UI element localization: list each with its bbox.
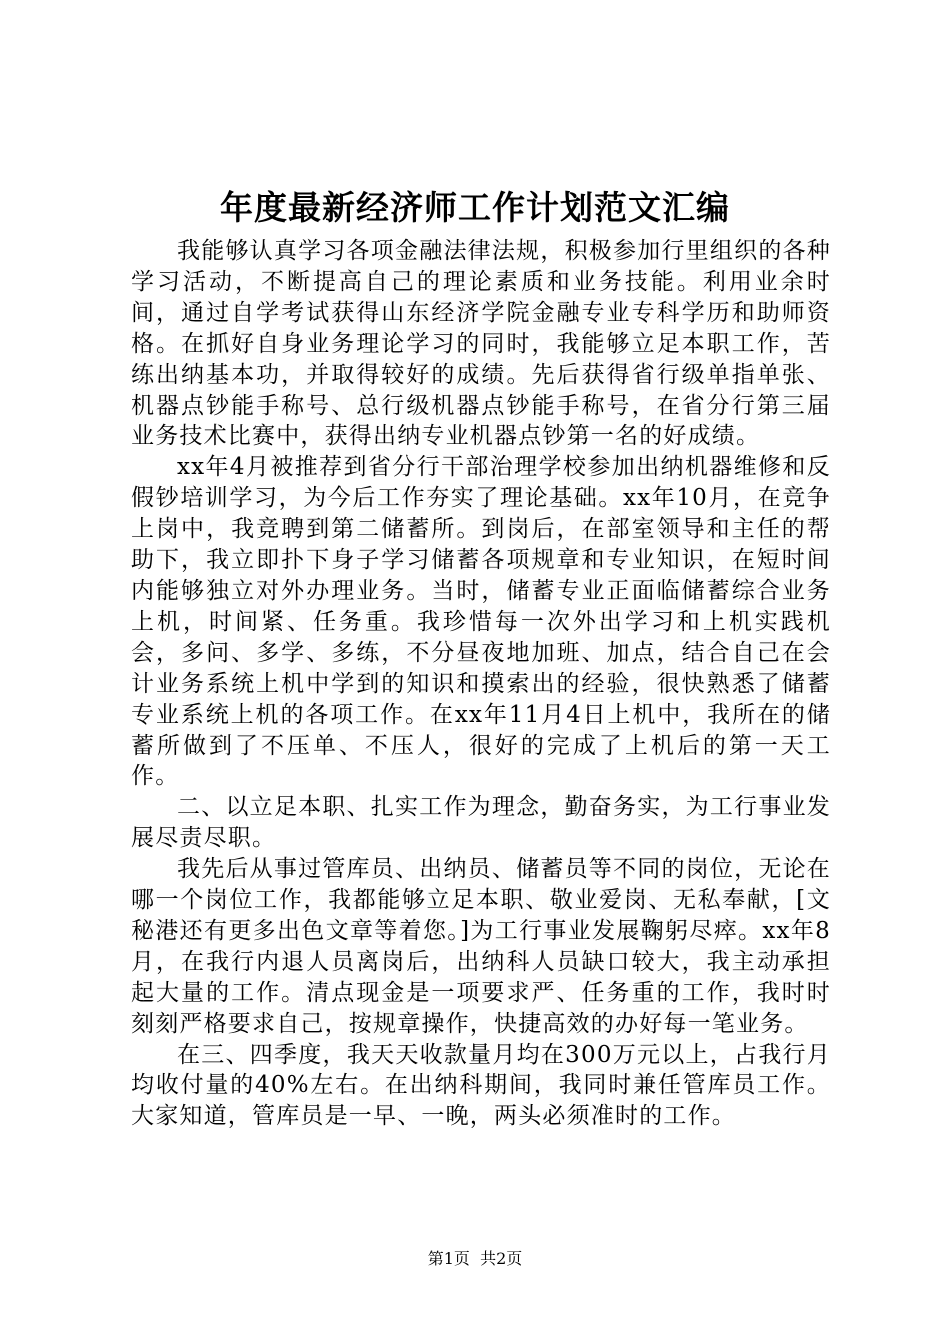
paragraph-2: xx年4月被推荐到省分行干部治理学校参加出纳机器维修和反假钞培训学习，为今后工作夯实了理论基础。xx年10月，在竞争上岗中，我竞聘到第二储蓄所。到岗后，在部室领导和主任的帮助下，我立即扑下身子学习储蓄各项规章和专业知识，在短时间内能够独立对外办理业务。当时，储蓄专业正面临储蓄综合业务上机，时间紧、任务重。我珍惜每一次外出学习和上机实践机会，多问、多学、多练，不分昼夜地加班、加点，结合自己在会计业务系统上机中学到的知识和摸索出的经验，很快熟悉了储蓄专业系统上机的各项工作。在xx年11月4日上机中，我所在的储蓄所做到了不压单、不压人，很好的完成了上机后的第一天工作。: [131, 454, 831, 790]
document-body: [131, 236, 831, 1132]
paragraph-5: 在三、四季度，我天天收款量月均在300万元以上，占我行月均收付量的40%左右。在出纳科期间，我同时兼任管库员工作。大家知道，管库员是一早、一晚，两头必须准时的工作。: [131, 1041, 831, 1130]
paragraph-1: 我能够认真学习各项金融法律法规，积极参加行里组织的各种学习活动，不断提高自己的理论素质和业务技能。利用业余时间，通过自学考试获得山东经济学院金融专业专科学历和助师资格。在抓好自身业务理论学习的同时，我能够立足本职工作，苦练出纳基本功，并取得较好的成绩。先后获得省行级单指单张、机器点钞能手称号、总行级机器点钞能手称号，在省分行第三届业务技术比赛中，获得出纳专业机器点钞第一名的好成绩。: [131, 238, 831, 450]
document-title: 年度最新经济师工作计划范文汇编: [220, 188, 730, 227]
page-number: 第1页 共2页: [427, 1249, 523, 1268]
page-footer: [0, 1248, 950, 1270]
paragraph-3: 二、以立足本职、扎实工作为理念，勤奋务实，为工行事业发展尽责尽职。: [131, 794, 831, 852]
paragraph-4: 我先后从事过管库员、出纳员、储蓄员等不同的岗位，无论在哪一个岗位工作，我都能够立足本职、敬业爱岗、无私奉献，[文秘港还有更多出色文章等着您。]为工行事业发展鞠躬尽瘁。xx年8月，在我行内退人员离岗后，出纳科人员缺口较大，我主动承担起大量的工作。清点现金是一项要求严、任务重的工作，我时时刻刻严格要求自己，按规章操作，快捷高效的办好每一笔业务。: [131, 856, 831, 1037]
